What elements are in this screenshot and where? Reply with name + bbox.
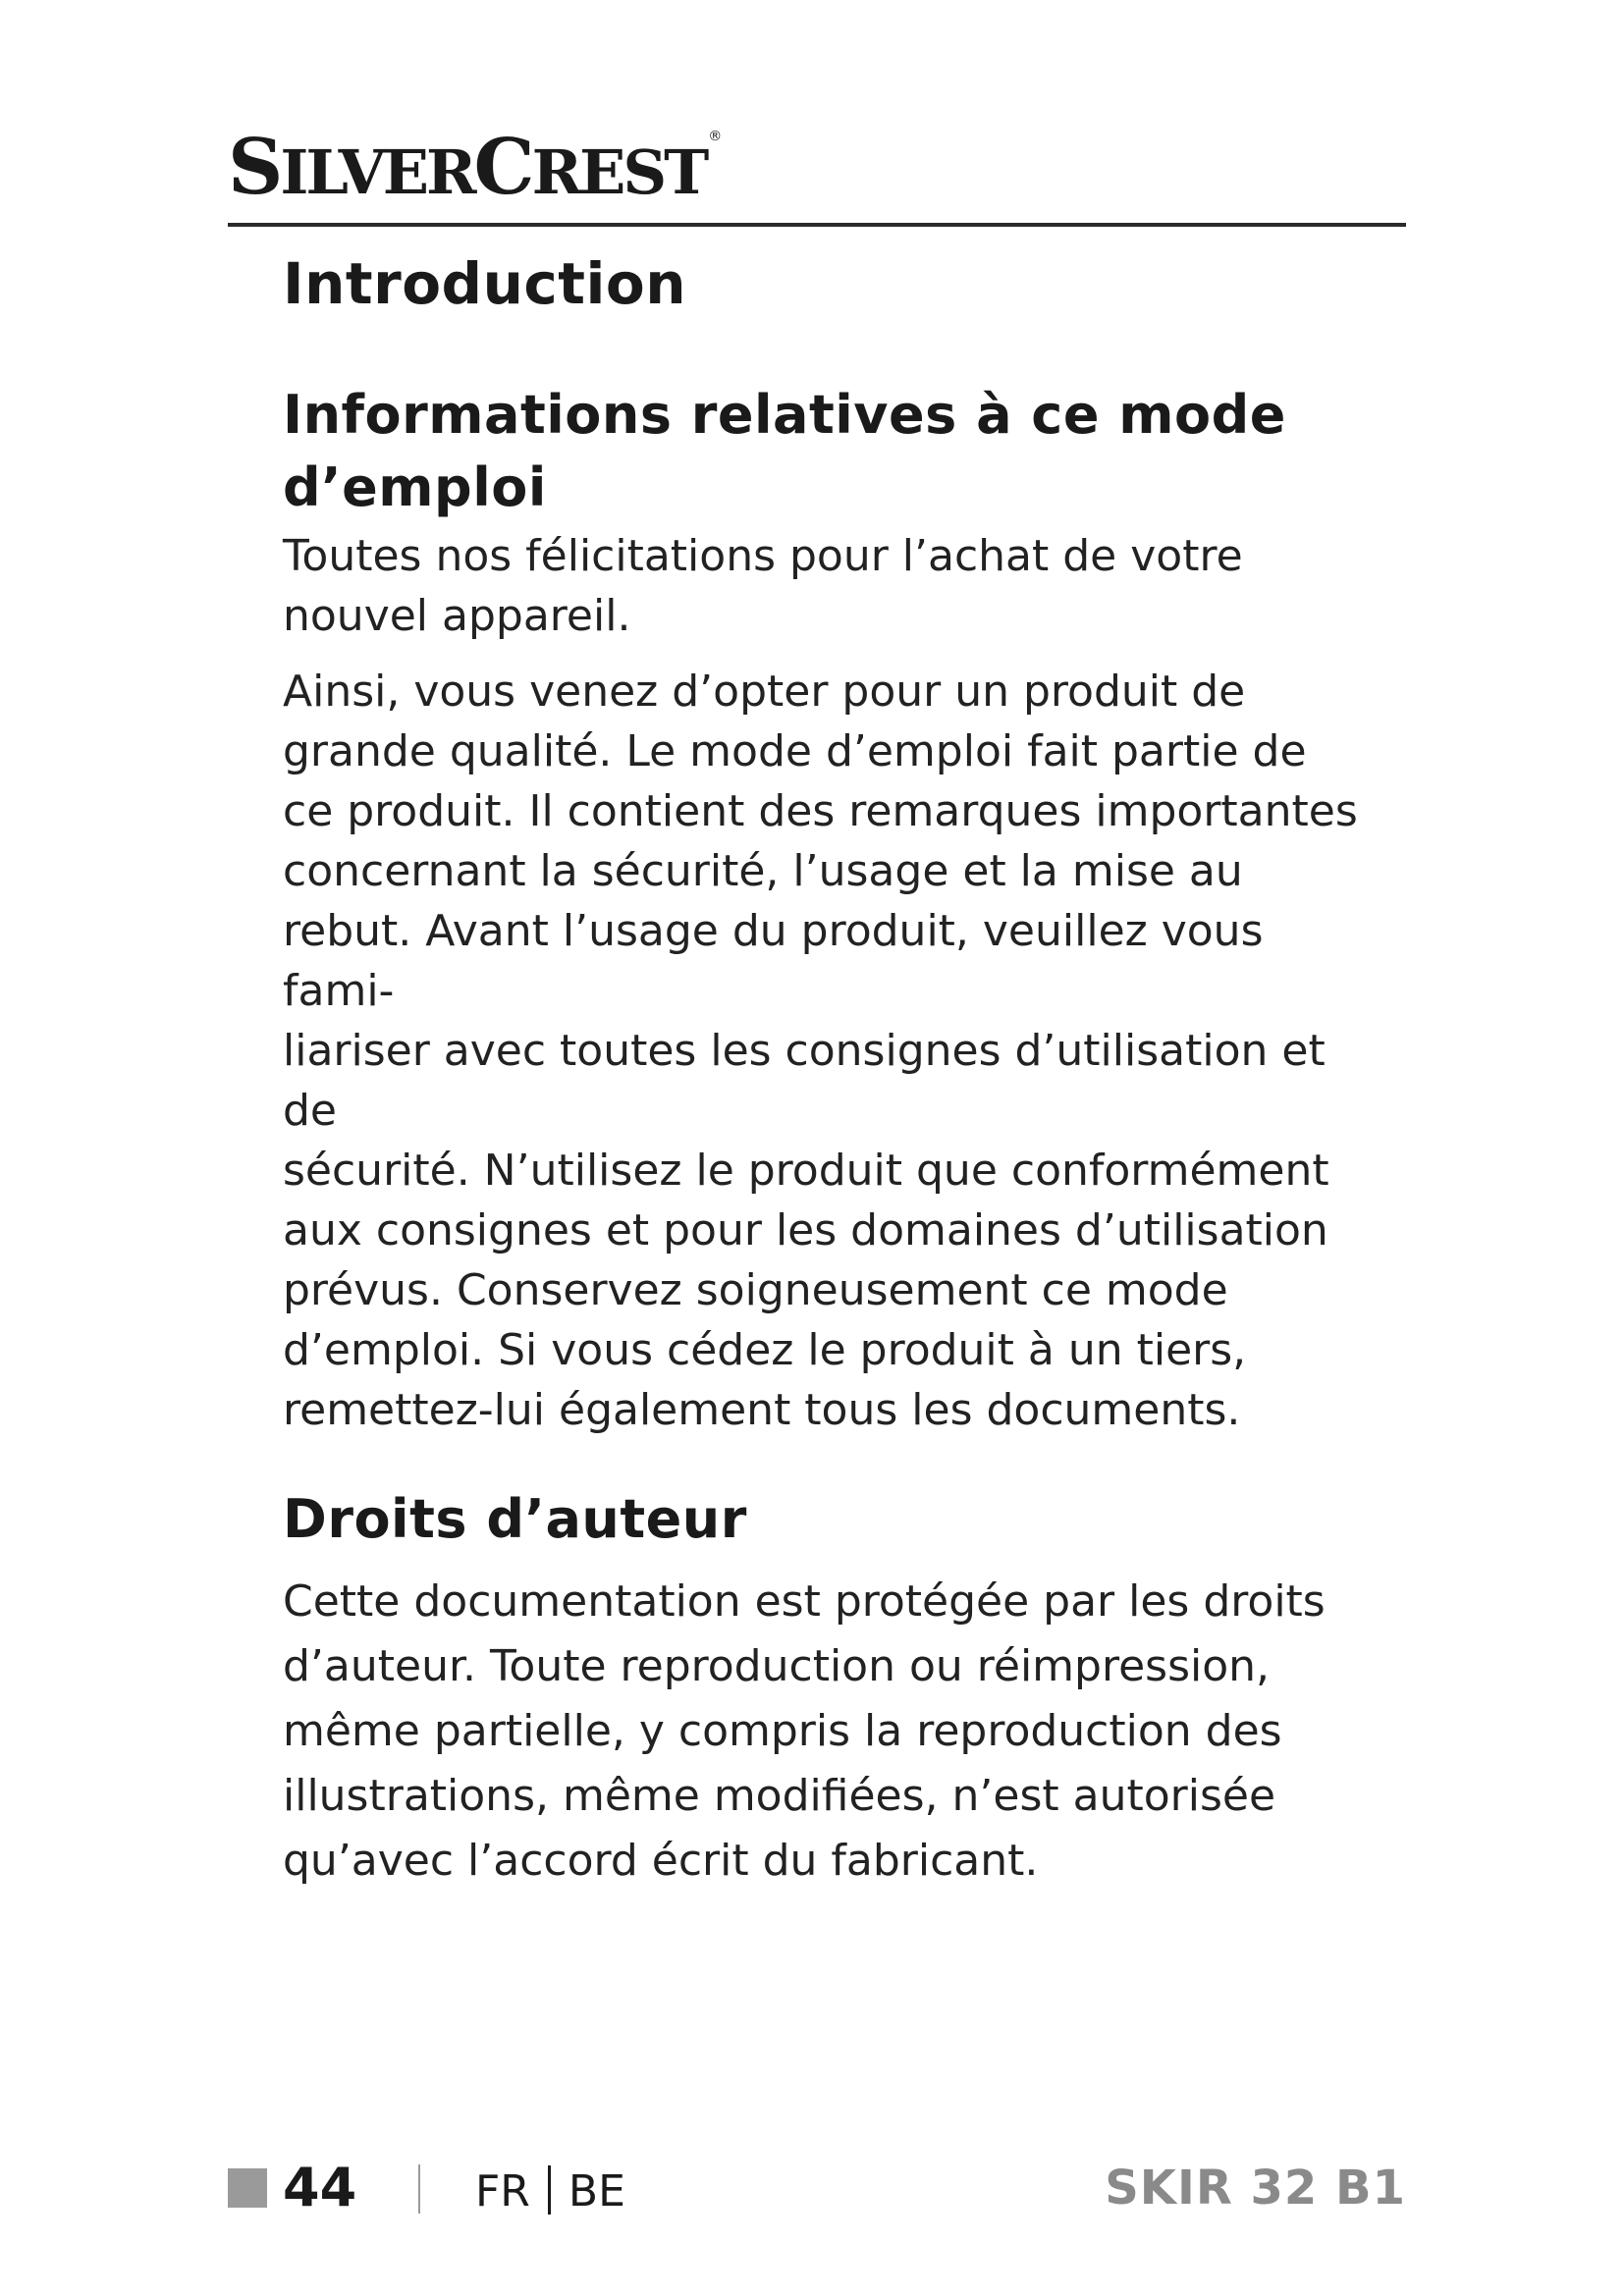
text-line: liariser avec toutes les consignes d’utilisation et de bbox=[283, 1026, 1326, 1136]
text-line: qu’avec l’accord écrit du fabricant. bbox=[283, 1836, 1039, 1886]
page-footer bbox=[228, 2155, 1406, 2223]
text-line: Toutes nos félicitations pour l’achat de votre bbox=[283, 531, 1243, 581]
footer-square-marker bbox=[228, 2168, 267, 2208]
model-number: SKIR 32 B1 bbox=[1105, 2161, 1406, 2216]
paragraph-congratulations bbox=[283, 526, 1363, 646]
language-separator bbox=[548, 2165, 551, 2215]
text-line: même partielle, y compris la reproduction des bbox=[283, 1706, 1282, 1756]
section-heading-manual-info bbox=[283, 379, 1363, 524]
text-line: ce produit. Il contient des remarques importantes bbox=[283, 786, 1358, 836]
page-title: Introduction bbox=[283, 250, 686, 317]
footer-divider bbox=[418, 2164, 420, 2214]
text-line: d’auteur. Toute reproduction ou réimpression, bbox=[283, 1641, 1271, 1691]
language-codes bbox=[475, 2159, 625, 2225]
logo-text-rest: REST bbox=[531, 136, 707, 208]
logo-text-ilver: ILVER bbox=[280, 136, 474, 208]
heading-line: Droits d’auteur bbox=[283, 1488, 747, 1550]
text-line: concernant la sécurité, l’usage et la mise au bbox=[283, 846, 1243, 896]
text-line: grande qualité. Le mode d’emploi fait partie de bbox=[283, 726, 1307, 776]
paragraph-manual-details bbox=[283, 662, 1363, 1440]
heading-line: d’emploi bbox=[283, 456, 547, 518]
text-line: aux consignes et pour les domaines d’utilisation bbox=[283, 1205, 1328, 1255]
header-divider bbox=[228, 223, 1406, 227]
text-line: Ainsi, vous venez d’opter pour un produit de bbox=[283, 667, 1246, 717]
text-line: nouvel appareil. bbox=[283, 591, 631, 641]
logo-letter-c: C bbox=[473, 123, 532, 212]
section-heading-copyright bbox=[283, 1483, 1363, 1556]
text-line: rebut. Avant l’usage du produit, veuillez vous fami- bbox=[283, 906, 1264, 1016]
text-line: prévus. Conservez soigneusement ce mode bbox=[283, 1265, 1228, 1315]
page-content bbox=[283, 247, 1363, 1894]
silvercrest-logo bbox=[228, 123, 723, 212]
paragraph-copyright bbox=[283, 1570, 1363, 1894]
registered-mark: ® bbox=[708, 129, 723, 144]
text-line: remettez-lui également tous les documents. bbox=[283, 1385, 1241, 1435]
text-line: sécurité. N’utilisez le produit que conformément bbox=[283, 1146, 1329, 1196]
text-line: Cette documentation est protégée par les droits bbox=[283, 1576, 1326, 1627]
text-line: illustrations, même modifiées, n’est autorisée bbox=[283, 1771, 1276, 1821]
language-fr: FR bbox=[475, 2166, 530, 2216]
text-line: d’emploi. Si vous cédez le produit à un tiers, bbox=[283, 1325, 1247, 1375]
page-number: 44 bbox=[283, 2157, 357, 2218]
logo-letter-s: S bbox=[228, 123, 281, 212]
heading-line: Informations relatives à ce mode bbox=[283, 384, 1286, 446]
language-be: BE bbox=[568, 2166, 625, 2216]
